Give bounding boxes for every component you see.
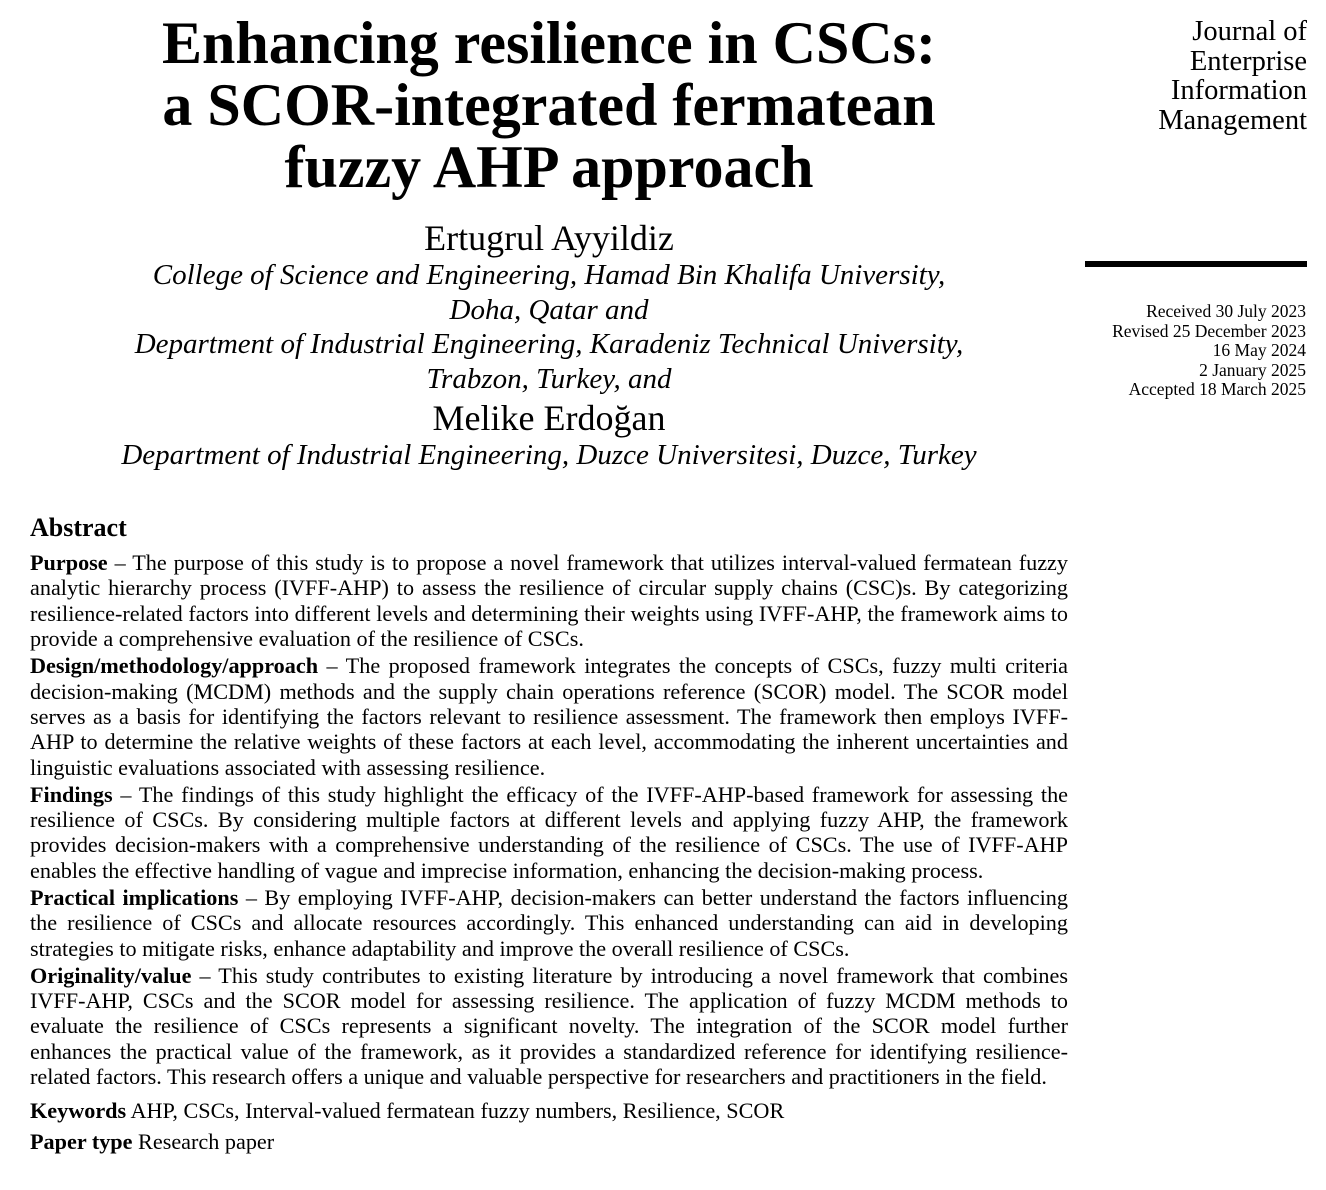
section-label: Findings — [30, 781, 113, 807]
title-line: a SCOR-integrated fermatean — [162, 72, 936, 138]
paper-type-text: Research paper — [138, 1128, 275, 1154]
journal-name-line: Journal of — [1192, 16, 1307, 47]
publication-dates — [1085, 302, 1306, 400]
abstract-section — [30, 653, 1068, 780]
section-label: Purpose — [30, 550, 108, 575]
date-line: Received 30 July 2023 — [1146, 301, 1306, 321]
journal-name-line: Information — [1170, 75, 1307, 106]
section-text: – By employing IVFF-AHP, decision-makers can better understand the factors influencing the resilience of CSCs and allocate resources accordingly. This enhanced understanding can aid in developing strategies to mitigate risks, enhance adaptability and improve the overall resilience of CSCs. — [30, 884, 1068, 961]
article-header — [30, 12, 1068, 473]
title-line: Enhancing resilience in CSCs: — [162, 10, 936, 76]
section-text: – The findings of this study highlight the efficacy of the IVFF-AHP-based framework for assessing the resilience of CSCs. By considering multiple factors at different levels and applying fuzzy AHP, the framework provides decision-makers with a comprehensive understanding of the resilience of CSCs. The use of IVFF-AHP enables the effective handling of vague and imprecise information, enhancing the decision-making process. — [30, 781, 1069, 883]
abstract-heading: Abstract — [30, 513, 127, 542]
journal-name-line: Enterprise — [1189, 45, 1307, 77]
paper-title — [30, 12, 1068, 198]
keywords-label: Keywords — [30, 1097, 127, 1123]
keywords-text: AHP, CSCs, Interval-valued fermatean fuzzy numbers, Resilience, SCOR — [130, 1097, 785, 1123]
section-text: – This study contributes to existing literature by introducing a novel framework that combines IVFF-AHP, CSCs and the SCOR model for assessing resilience. The application of fuzzy MCDM methods to evaluate the resilience of CSCs represents a significant novelty. The integration of the SCOR model further enhances the practical value of the framework, as it provides a standardized reference for identifying resilience-related factors. This research offers a unique and valuable perspective for researchers and practitioners in the field. — [30, 962, 1068, 1090]
abstract-section — [30, 885, 1068, 961]
author-affiliation — [30, 438, 1068, 473]
date-line: Revised 25 December 2023 — [1112, 320, 1306, 341]
author-name: Ertugrul Ayyildiz — [424, 218, 674, 258]
affiliation-line: Department of Industrial Engineering, Duzce Universitesi, Duzce, Turkey — [121, 439, 977, 471]
date-line: Accepted 18 March 2025 — [1128, 379, 1306, 399]
paper-type — [30, 1129, 1068, 1154]
paper-type-label: Paper type — [30, 1128, 133, 1154]
affiliation-line: Doha, Qatar and — [449, 293, 649, 326]
journal-name-line: Management — [1158, 104, 1307, 136]
affiliation-line: Trabzon, Turkey, and — [426, 362, 672, 395]
abstract — [30, 512, 1068, 1156]
abstract-section — [30, 782, 1068, 884]
section-text: – The proposed framework integrates the concepts of CSCs, fuzzy multi criteria decision-making (MCDM) methods and the supply chain operations reference (SCOR) model. The SCOR model serves as a basis for identifying the factors relevant to resilience assessment. The framework then employs IVFF-AHP to determine the relative weights of these factors at each level, accommodating the inherent uncertainties and linguistic evaluations associated with assessing resilience. — [30, 653, 1068, 780]
journal-sidebar — [1085, 16, 1307, 399]
date-line: 16 May 2024 — [1212, 340, 1306, 360]
section-label: Originality/value — [30, 962, 192, 988]
section-text: – The purpose of this study is to propose a novel framework that utilizes interval-valued fermatean fuzzy analytic hierarchy process (IVFF-AHP) to assess the resilience of circular supply chains (CSC)s. By categorizing resilience-related factors into different levels and determining their weights using IVFF-AHP, the framework aims to provide a comprehensive evaluation of the resilience of CSCs. — [30, 550, 1068, 652]
affiliation-line: College of Science and Engineering, Hamad Bin Khalifa University, — [152, 259, 946, 291]
affiliation-line: Department of Industrial Engineering, Karadeniz Technical University, — [134, 328, 964, 360]
abstract-section — [30, 550, 1068, 652]
author-affiliation — [30, 258, 1068, 396]
title-line: fuzzy AHP approach — [284, 134, 814, 200]
author-name: Melike Erdoğan — [432, 398, 666, 438]
section-label: Practical implications — [30, 884, 239, 910]
section-label: Design/methodology/approach — [30, 653, 319, 679]
date-line: 2 January 2025 — [1199, 359, 1306, 380]
sidebar-divider — [1085, 261, 1307, 267]
journal-name — [1085, 17, 1307, 135]
abstract-section — [30, 963, 1068, 1090]
keywords — [30, 1098, 1068, 1123]
